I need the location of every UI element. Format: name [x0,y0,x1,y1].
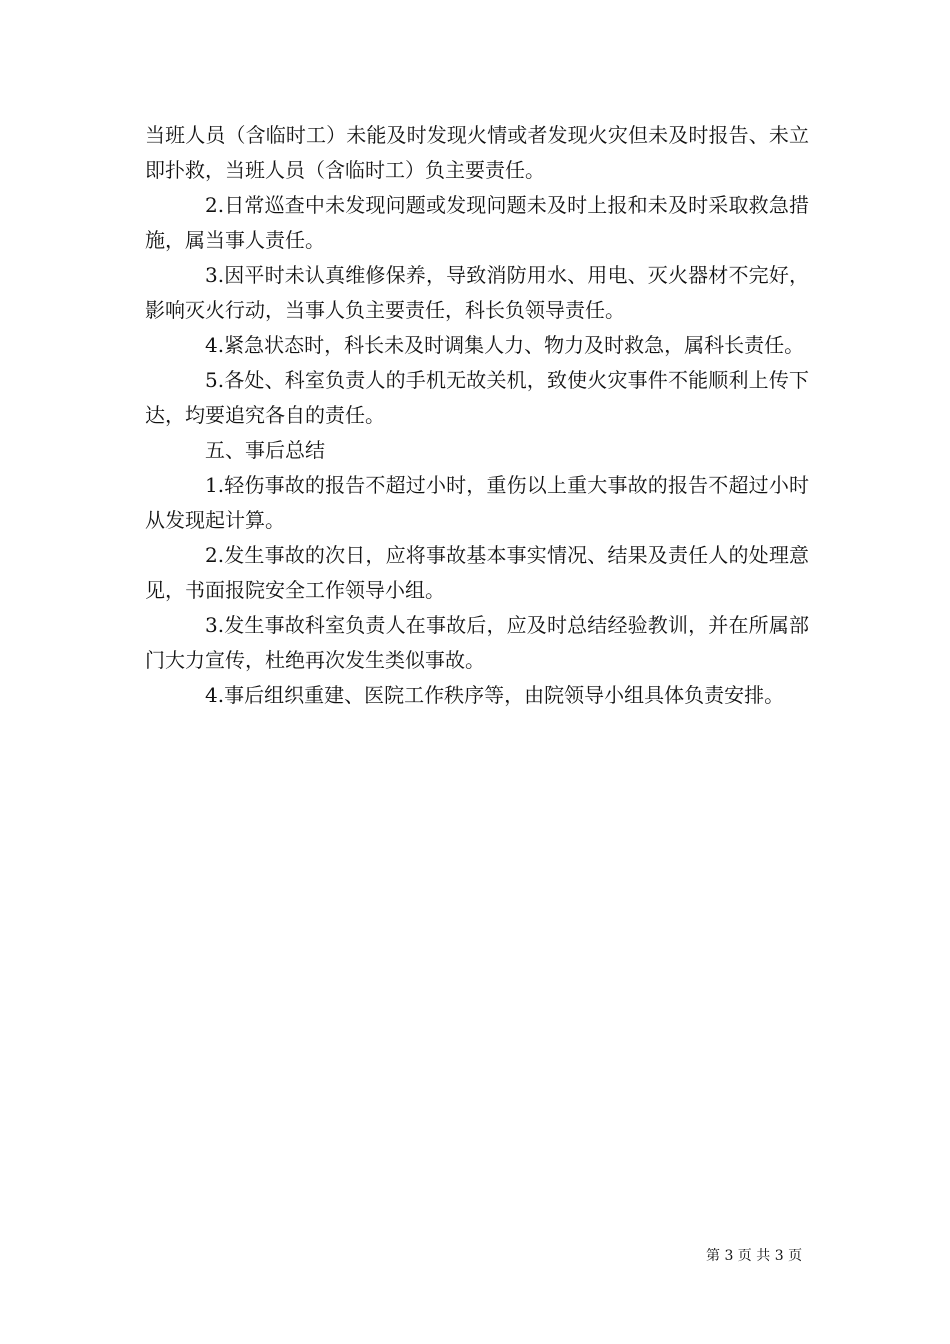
summary-item-4: 4.事后组织重建、医院工作秩序等，由院领导小组具体负责安排。 [205,683,785,707]
summary-item-1: 1.轻伤事故的报告不超过小时，重伤以上重大事故的报告不超过小时从发现起计算。 [145,473,809,532]
paragraph-item-5: 5.各处、科室负责人的手机无故关机，致使火灾事件不能顺利上传下达，均要追究各自的责任。 [145,368,809,427]
summary-item-2: 2.发生事故的次日，应将事故基本事实情况、结果及责任人的处理意见，书面报院安全工作领导小组。 [145,543,809,602]
paragraph-item-4: 4.紧急状态时，科长未及时调集人力、物力及时救急，属科长责任。 [205,333,805,357]
paragraph-item-3: 3.因平时未认真维修保养，导致消防用水、用电、灭火器材不完好，影响灭火行动，当事人负主要责任，科长负领导责任。 [145,263,809,322]
paragraph-duty-staff: 当班人员（含临时工）未能及时发现火情或者发现火灾但未及时报告、未立即扑救，当班人员（含临时工）负主要责任。 [145,123,809,182]
section-heading: 五、事后总结 [205,438,325,462]
document-body [145,118,809,713]
page-number-footer: 第 3 页 共 3 页 [706,1248,803,1264]
paragraph-item-2: 2.日常巡查中未发现问题或发现问题未及时上报和未及时采取救急措施，属当事人责任。 [145,193,809,252]
summary-item-3: 3.发生事故科室负责人在事故后，应及时总结经验教训，并在所属部门大力宣传，杜绝再次发生类似事故。 [145,613,809,672]
